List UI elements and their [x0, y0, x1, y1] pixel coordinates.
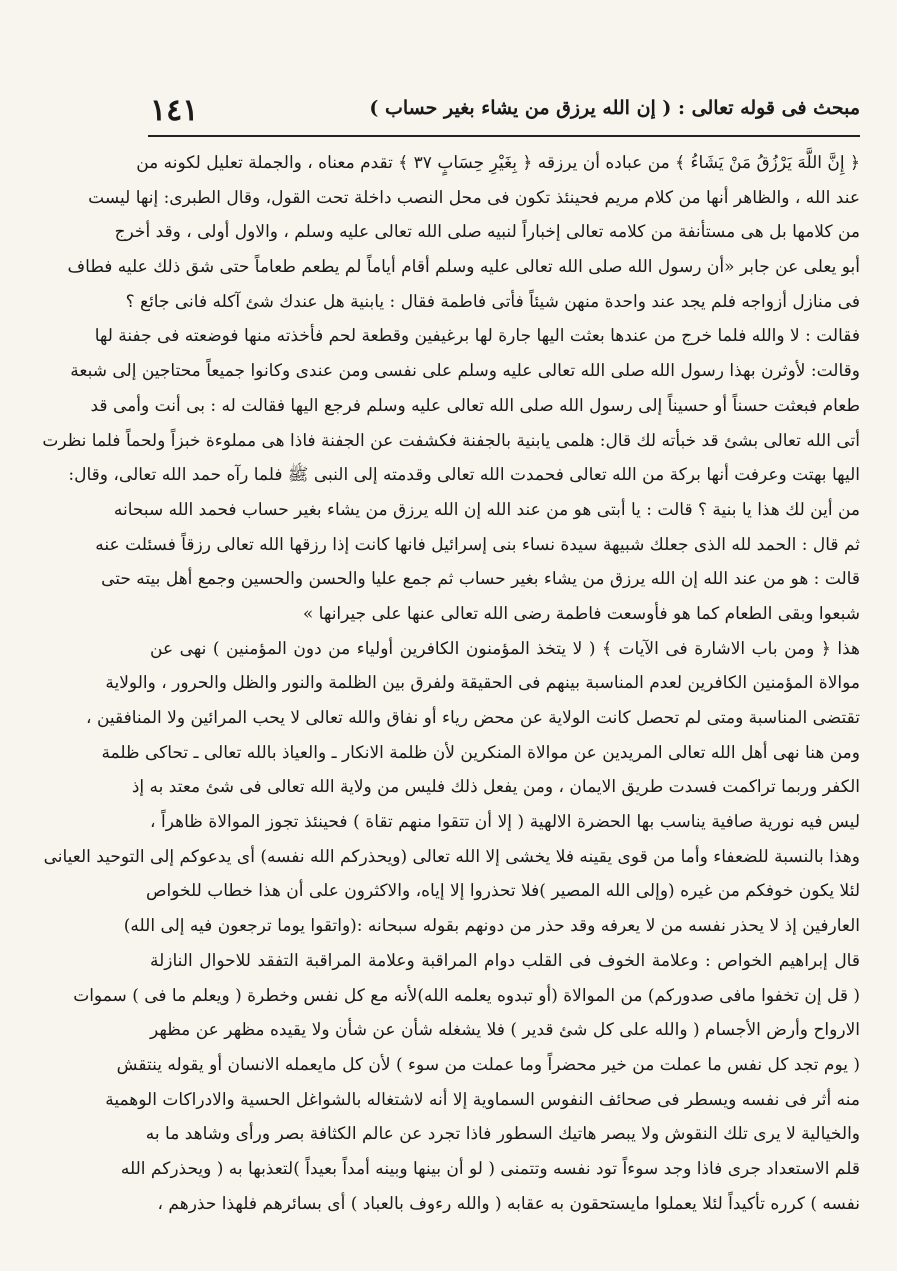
text-line: تقتضى المناسبة ومتى لم تحصل كانت الولاية عن محض رياء أو نفاق والله تعالى لا يحب المرائين ولا المنافقين ،: [86, 708, 860, 728]
header-title: مبحث فى قوله تعالى : ( إن الله يرزق من يشاء بغير حساب ): [369, 97, 860, 119]
text-line: وهذا بالنسبة للضعفاء وأما من قوى يقينه فلا يخشى إلا الله تعالى (ويحذركم الله نفسه) أى يدعوكم إلى التوحيد العيانى: [43, 846, 860, 867]
text-line: أتى الله تعالى بشئ قد خبأته لك قال: هلمى يابنية بالجفنة فكشفت عن الجفنة فاذا هى مملوءة خبزاً ولحماً فلما نظرت: [42, 430, 860, 451]
text-line: ﴿ إِنَّ اللَّهَ يَرْزُقُ مَنْ يَشَاءُ ﴾ من عباده أن يرزقه ﴿ بِغَيْرِ حِسَابٍ ٣٧ ﴾ تقدم معناه ، والجملة تعليل لكونه من: [136, 153, 860, 173]
text-line: من كلامها بل هى مستأنفة من كلامه تعالى إخباراً لنبيه صلى الله تعالى عليه وسلم ، والاول أولى ، وقد أخرج: [114, 222, 860, 243]
text-line: والخيالية لا يرى تلك النقوش ولا يبصر هاتيك السطور فاذا تجرد عن عالم الكثافة بصر ورأى وشاهد ما به: [145, 1124, 860, 1145]
text-line: ( يوم تجد كل نفس ما عملت من خير محضراً وما عملت من سوء ) لأن كل مايعمله الانسان أو يقوله ينتقش: [116, 1054, 860, 1075]
text-line: أبو يعلى عن جابر «أن رسول الله صلى الله تعالى عليه وسلم أقام أياماً لم يطعم طعاماً حتى شق ذلك عليه فطاف: [67, 257, 860, 278]
text-line: عند الله ، والظاهر أنها من كلام مريم فحينئذ تكون فى محل النصب داخلة تحت القول، وقال الطبرى: إنها ليست: [88, 187, 860, 208]
text-line: اليها بهتت وعرفت أنها بركة من الله تعالى فحمدت الله تعالى وقدمته إلى النبى ﷺ فلما رآه حمد الله تعالى، وقال:: [68, 465, 860, 486]
text-line: قالت : هو من عند الله إن الله يرزق من يشاء بغير حساب ثم جمع عليا والحسن والحسين وجمع أهل بيته حتى: [101, 569, 860, 590]
text-line: شبعوا وبقى الطعام كما هو فأوسعت فاطمة رضى الله تعالى عنها على جيرانها »: [302, 603, 860, 624]
text-line: قلم الاستعداد جرى فاذا وجد سوءاً تود نفسه وتتمنى ( لو أن بينها وبينه أمداً بعيداً )لتعذبها به ( ويحذركم الله: [120, 1158, 860, 1179]
text-line: ليس فيه نورية صافية يناسب بها الحضرة الالهية ( إلا أن تتقوا منهم تقاة ) فحينئذ تجوز الموالاة ظاهراً ،: [150, 812, 860, 833]
text-line: هذا ﴿ ومن باب الاشارة فى الآيات ﴾ ( لا يتخذ المؤمنون الكافرين أولياء من دون المؤمنين ) نهى عن: [150, 638, 860, 659]
page-body: [42, 146, 860, 1221]
text-line: ومن هنا نهى أهل الله تعالى المريدين عن موالاة المنكرين لأن ظلمة الانكار ـ والعياذ بالله تعالى ـ تحاكى ظلمة: [101, 742, 860, 763]
text-line: موالاة المؤمنين الكافرين لعدم المناسبة بينهم فى الحقيقة ولفرق بين الظلمة والنور والظل والحرور ، والولاية: [105, 673, 860, 694]
text-line: فى منازل أزواجه فلم يجد عند واحدة منهن شيئاً فأتى فاطمة فقال : يابنية هل عندك شئ آكله فانى جائع ؟: [125, 291, 860, 312]
text-line: الارواح وأرض الأجسام ( والله على كل شئ قدير ) فلا يشغله شأن عن شأن ولا يقيده مظهر عن مظهر: [150, 1020, 860, 1041]
text-line: نفسه ) كرره تأكيداً لئلا يعملوا مايستحقون به عقابه ( والله رءوف بالعباد ) أى بسائرهم فلهذا حذرهم ،: [157, 1193, 860, 1214]
text-line: فقالت : لا والله فلما خرج من عندها بعثت اليها جارة لها برغيفين وقطعة لحم فأخذته منها فوضعته فى جفنة لها: [94, 326, 860, 347]
page-number: ١٤١: [150, 93, 199, 128]
text-line: طعام فبعثت حسناً أو حسيناً إلى رسول الله صلى الله تعالى عليه وسلم فرجع اليها فقالت له : بى أنت وأمى قد: [90, 395, 860, 416]
text-line: لئلا يكون خوفكم من غيره (وإلى الله المصير )فلا تحذروا إلا إياه، والاكثرون على أن هذا خطاب للخواص: [146, 881, 860, 902]
text-line: الكفر وربما تراكمت فسدت طريق الايمان ، ومن يفعل ذلك فليس من ولاية الله تعالى فى شئ معتد به إذ: [131, 777, 860, 798]
header-rule: [148, 135, 860, 137]
text-line: ثم قال : الحمد لله الذى جعلك شبيهة سيدة نساء بنى إسرائيل فانها كانت إذا رزقها الله تعالى رزقاً فسئلت عنه: [95, 534, 860, 555]
text-line: منه أثر فى نفسه ويسطر فى صحائف النفوس السماوية إلا أنه لاشتغاله بالشواغل الحسية والادراكات الوهمية: [105, 1089, 860, 1110]
text-line: وقالت: لأوثرن بهذا رسول الله صلى الله تعالى عليه وسلم على نفسى ومن عندى وكانوا جميعاً محتاجين إلى شبعة: [70, 361, 860, 382]
text-line: قال إبراهيم الخواص : وعلامة الخوف فى القلب دوام المراقبة وعلامة المراقبة التفقد للاحوال النازلة: [150, 950, 860, 971]
text-line: ( قل إن تخفوا مافى صدوركم) من الموالاة (أو تبدوه يعلمه الله)لأنه مع كل نفس وخطرة ( ويعلم ما فى ) سموات: [73, 985, 860, 1006]
text-line: العارفين إذ لا يحذر نفسه من لا يعرفه وقد حذر من دونهم بقوله سبحانه :(واتقوا يوما ترجعون فيه إلى الله): [123, 916, 860, 937]
running-header: [150, 95, 860, 131]
text-line: من أين لك هذا يا بنية ؟ قالت : يا أبتى هو من عند الله إن الله يرزق من يشاء بغير حساب فحمد الله سبحانه: [113, 499, 860, 520]
